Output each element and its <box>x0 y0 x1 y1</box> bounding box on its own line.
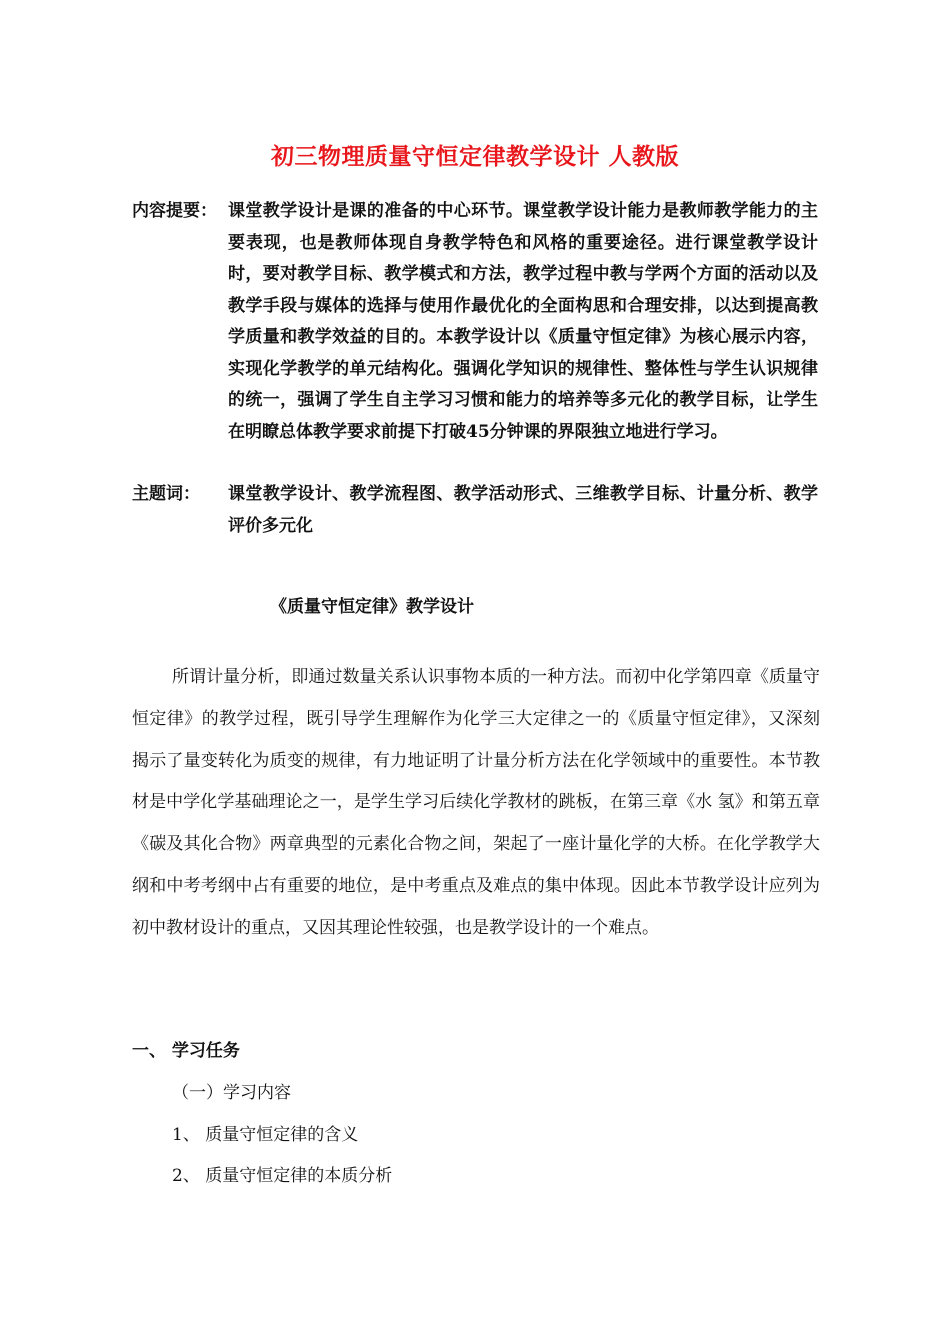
intro-paragraph: 所谓计量分析，即通过数量关系认识事物本质的一种方法。而初中化学第四章《质量守恒定律》的教学过程，既引导学生理解作为化学三大定律之一的《质量守恒定律》，又深刻揭示了量变转化为质变的规律，有力地证明了计量分析方法在化学领域中的重要性。本节教材是中学化学基础理论之一，是学生学习后续化学教材的跳板，在第三章《水 氢》和第五章《碳及其化合物》两章典型的元素化合物之间，架起了一座计量化学的大桥。在化学教学大纲和中考考纲中占有重要的地位，是中考重点及难点的集中体现。因此本节教学设计应列为初中教材设计的重点，又因其理论性较强，也是教学设计的一个难点。 <box>132 667 820 938</box>
abstract-text: 课堂教学设计是课的准备的中心环节。课堂教学设计能力是教师教学能力的主要表现，也是教师体现自身教学特色和风格的重要途径。进行课堂教学设计时，要对教学目标、教学模式和方法，教学过程中教与学两个方面的活动以及教学手段与媒体的选择与使用作最优化的全面构思和合理安排，以达到提高教学质量和教学效益的目的。本教学设计以《质量守恒定律》为核心展示内容，实现化学教学的单元结构化。强调化学知识的规律性、整体性与学生认识规律的统一，强调了学生自主学习习惯和能力的培养等多元化的教学目标，让学生在明瞭总体教学要求前提下打破45分钟课的界限独立地进行学习。 <box>228 201 818 442</box>
heading-learning-tasks: 一、 学习任务 <box>132 1041 240 1061</box>
list-item: 2、 质量守恒定律的本质分析 <box>172 1166 393 1186</box>
document-title: 初三物理质量守恒定律教学设计 人教版 <box>270 143 679 170</box>
abstract-label: 内容提要： <box>132 201 217 221</box>
subheading-learning-content: （一）学习内容 <box>172 1083 291 1103</box>
section-title: 《质量守恒定律》教学设计 <box>270 597 474 617</box>
keywords-text: 课堂教学设计、教学流程图、教学活动形式、三维教学目标、计量分析、教学评价多元化 <box>228 484 818 536</box>
list-item: 1、 质量守恒定律的含义 <box>172 1125 359 1145</box>
keywords-label: 主题词： <box>132 484 200 504</box>
